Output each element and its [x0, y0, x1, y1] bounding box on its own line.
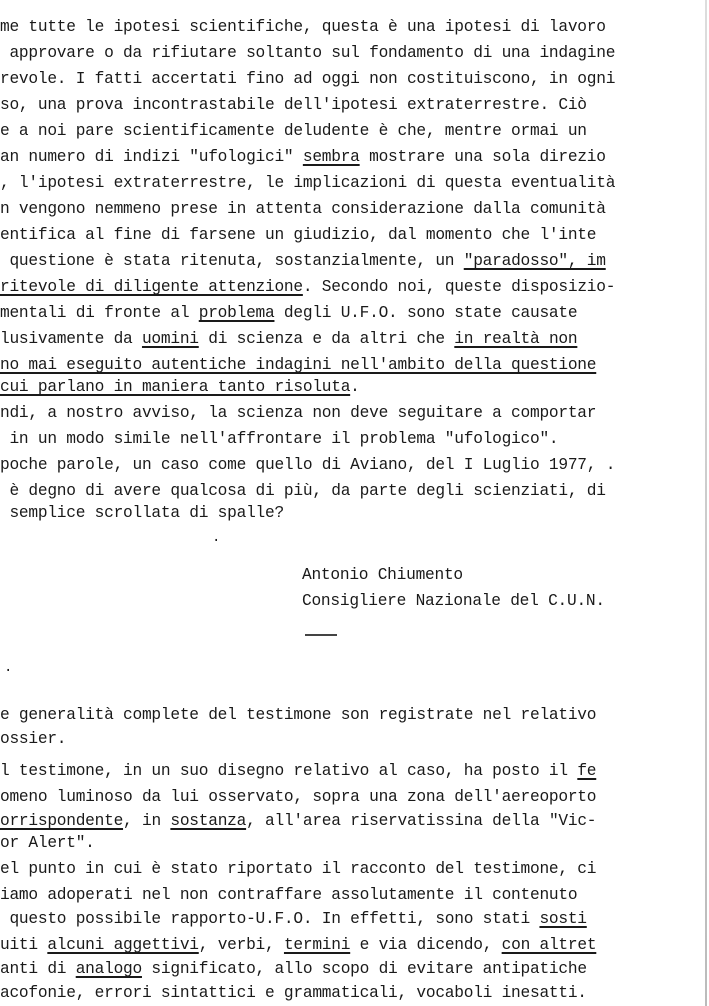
signature-name: Antonio Chiumento	[302, 566, 463, 584]
text-segment: poche parole, un caso come quello di Aviano, del I Luglio 1977, .	[0, 456, 616, 474]
text-segment: lusivamente da	[0, 330, 142, 348]
text-segment: , in	[123, 812, 171, 830]
text-segment: revole. I fatti accertati fino ad oggi non costituiscono, in ogni	[0, 70, 616, 88]
underlined-text: "paradosso", im	[463, 252, 606, 270]
text-line	[0, 96, 587, 114]
underlined-text: cui parlano in maniera tanto risoluta	[0, 378, 351, 396]
text-line	[0, 960, 587, 978]
text-segment: ossier.	[0, 730, 67, 748]
text-line	[0, 834, 95, 852]
text-segment: . Secondo noi, queste disposizio-	[302, 278, 616, 296]
text-line	[0, 984, 587, 1002]
text-segment: questione è stata ritenuta, sostanzialmente, un	[0, 252, 464, 270]
text-segment: an numero di indizi "ufologici"	[0, 148, 303, 166]
text-line	[0, 456, 615, 474]
text-line	[0, 430, 558, 448]
text-line	[0, 70, 615, 88]
text-segment: iamo adoperati nel non contraffare assolutamente il contenuto	[0, 886, 578, 904]
text-line	[0, 252, 606, 270]
text-segment: omeno luminoso da lui osservato, sopra una zona dell'aereoporto	[0, 788, 597, 806]
text-line	[0, 762, 596, 780]
separator-dash	[305, 634, 337, 636]
text-line	[0, 812, 596, 830]
text-segment: e a noi pare scientificamente deludente è che, mentre ormai un	[0, 122, 587, 140]
text-segment: questo possibile rapporto-U.F.O. In effetti, sono stati	[0, 910, 540, 928]
text-line	[0, 330, 577, 348]
text-segment: in un modo simile nell'affrontare il problema "ufologico".	[0, 430, 559, 448]
underlined-text: in realtà non	[454, 330, 578, 348]
text-segment: or Alert".	[0, 834, 95, 852]
text-line	[0, 44, 615, 62]
text-line	[0, 404, 596, 422]
underlined-text: problema	[198, 304, 275, 322]
underlined-text: uomini	[141, 330, 199, 348]
text-segment: di scienza e da altri che	[198, 330, 455, 348]
text-line	[0, 18, 606, 36]
text-segment: entifica al fine di farsene un giudizio, dal momento che l'inte	[0, 226, 597, 244]
text-segment: so, una prova incontrastabile dell'ipotesi extraterrestre. Ciò	[0, 96, 587, 114]
text-segment: , all'area riservatissina della "Vic-	[246, 812, 597, 830]
text-segment: .	[350, 378, 360, 396]
text-segment: mostrare una sola direzio	[359, 148, 606, 166]
text-line	[0, 706, 596, 724]
text-line	[0, 936, 596, 954]
text-segment: degli U.F.O. sono state causate	[274, 304, 578, 322]
text-line	[0, 378, 360, 396]
text-line	[0, 200, 606, 218]
text-segment: acofonie, errori sintattici e grammaticali, vocaboli inesatti.	[0, 984, 587, 1002]
signature-title: Consigliere Nazionale del C.U.N.	[302, 592, 605, 610]
underlined-text: sosti	[539, 910, 587, 928]
page-edge-shadow	[705, 0, 707, 1006]
text-line	[0, 910, 587, 928]
text-segment: è degno di avere qualcosa di più, da parte degli scienziati, di	[0, 482, 606, 500]
ink-mark: ·	[212, 533, 221, 549]
text-segment: l testimone, in un suo disegno relativo al caso, ha posto il	[0, 762, 578, 780]
underlined-text: analogo	[75, 960, 142, 978]
underlined-text: fe	[577, 762, 597, 780]
text-segment: e via dicendo,	[350, 936, 502, 954]
text-line	[0, 482, 606, 500]
text-segment: uiti	[0, 936, 48, 954]
text-line	[0, 788, 596, 806]
text-line	[0, 174, 615, 192]
text-segment: significato, allo scopo di evitare antipatiche	[141, 960, 587, 978]
underlined-text: orrispondente	[0, 812, 124, 830]
underlined-text: con altret	[501, 936, 597, 954]
text-line	[0, 122, 587, 140]
underlined-text: no mai eseguito autentiche indagini nell'ambito della questione	[0, 356, 597, 374]
text-segment: ndi, a nostro avviso, la scienza non deve seguitare a comportar	[0, 404, 597, 422]
text-line	[0, 278, 615, 296]
ink-mark: ·	[4, 663, 13, 679]
text-segment: el punto in cui è stato riportato il racconto del testimone, ci	[0, 860, 597, 878]
underlined-text: ritevole di diligente attenzione	[0, 278, 303, 296]
underlined-text: alcuni aggettivi	[47, 936, 199, 954]
text-line	[0, 304, 577, 322]
text-line	[0, 148, 606, 166]
text-segment: me tutte le ipotesi scientifiche, questa è una ipotesi di lavoro	[0, 18, 606, 36]
text-line	[0, 504, 284, 522]
text-line	[0, 886, 577, 904]
text-line	[0, 356, 596, 374]
text-line	[0, 860, 596, 878]
text-segment: , verbi,	[198, 936, 284, 954]
underlined-text: sostanza	[170, 812, 247, 830]
underlined-text: termini	[283, 936, 351, 954]
text-segment: mentali di fronte al	[0, 304, 199, 322]
text-segment: , l'ipotesi extraterrestre, le implicazioni di questa eventualità	[0, 174, 616, 192]
text-segment: n vengono nemmeno prese in attenta considerazione dalla comunità	[0, 200, 606, 218]
text-segment: e generalità complete del testimone son registrate nel relativo	[0, 706, 597, 724]
text-segment: approvare o da rifiutare soltanto sul fondamento di una indagine	[0, 44, 616, 62]
text-segment: semplice scrollata di spalle?	[0, 504, 284, 522]
underlined-text: sembra	[302, 148, 360, 166]
text-line	[0, 226, 596, 244]
text-segment: anti di	[0, 960, 76, 978]
text-line	[0, 730, 66, 748]
